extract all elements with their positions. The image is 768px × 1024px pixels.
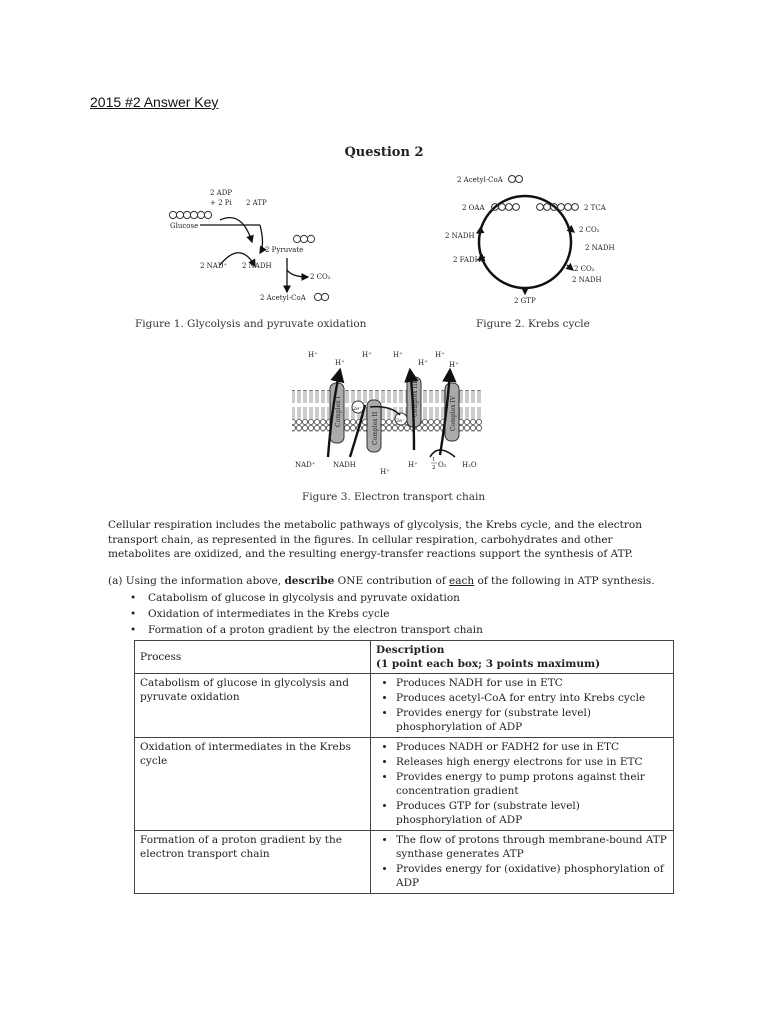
complex-iii-label: Complex III [412, 381, 419, 417]
o2-label: O₂ [438, 461, 447, 469]
list-item: • Provides energy for (oxidative) phosphorylation of ADP [396, 862, 668, 890]
h-plus-9: H⁺ [408, 461, 418, 469]
nadh-a-label: 2 NADH [585, 244, 615, 252]
table-row [135, 738, 674, 831]
glycolysis-diagram [160, 180, 380, 310]
glucose-label: Glucose [170, 222, 199, 230]
header-process: Process [135, 641, 371, 674]
h-plus-1: H⁺ [308, 351, 318, 359]
h-plus-5: H⁺ [418, 359, 428, 367]
row-description [371, 738, 674, 831]
list-item: • Produces NADH or FADH2 for use in ETC [396, 740, 668, 754]
part-a-pre: (a) Using the information above, [108, 575, 285, 587]
h-plus-8: H⁺ [380, 468, 390, 475]
co2-b-label: 2 CO₂ [574, 265, 595, 273]
list-item: • Releases high energy electrons for use in ETC [396, 755, 668, 769]
complex-iv-label: Complex IV [450, 395, 457, 431]
atp-label: 2 ATP [246, 199, 267, 207]
list-item: • The flow of protons through membrane-bound ATP synthase generates ATP [396, 833, 668, 861]
pyruvate-label: 2 Pyruvate [265, 246, 304, 254]
h-plus-4: H⁺ [393, 351, 403, 359]
h-plus-3: H⁺ [362, 351, 372, 359]
list-item: • Produces NADH for use in ETC [396, 676, 668, 690]
row-description [371, 674, 674, 738]
part-a-post: of the following in ATP synthesis. [474, 575, 655, 587]
row-description [371, 831, 674, 894]
header-description-points: (1 point each box; 3 points maximum) [376, 658, 601, 670]
bullet-catabolism: • Catabolism of glucose in glycolysis and pyruvate oxidation [148, 592, 460, 604]
figure3-caption: Figure 3. Electron transport chain [302, 491, 486, 503]
electron-label-2: 2e⁻ [396, 418, 405, 424]
h-plus-2: H⁺ [335, 359, 345, 367]
h-plus-6: H⁺ [435, 351, 445, 359]
bullet-gradient: • Formation of a proton gradient by the electron transport chain [148, 624, 483, 636]
header-description-title: Description [376, 644, 445, 656]
atp-arc [220, 218, 252, 242]
table-row [135, 831, 674, 894]
acetyl-coa-molecule [314, 293, 328, 300]
list-item: • Provides energy to pump protons against their concentration gradient [396, 770, 668, 798]
row-process: Formation of a proton gradient by the electron transport chain [135, 831, 371, 894]
answer-table [134, 640, 674, 894]
part-a-mid: ONE contribution of [334, 575, 450, 587]
etc-nad-label: NAD⁺ [295, 461, 316, 469]
nad-label: 2 NAD⁺ [200, 262, 228, 270]
gtp-label: 2 GTP [514, 297, 536, 305]
intro-paragraph: Cellular respiration includes the metabolic pathways of glycolysis, the Krebs cycle, and the electron transport chain, as represented in the figures. In cellular respiration, carbohydrates and other metabolites are oxidized, and the resulting energy-transfer reactions support the synthesis of ATP. [108, 519, 642, 560]
pyruvate-molecule [293, 235, 314, 242]
nadh-left-label: 2 NADH [445, 232, 475, 240]
table-header-row [135, 641, 674, 674]
question-heading: Question 2 [344, 145, 424, 160]
glucose-molecule [169, 211, 211, 218]
etc-nadh-label: NADH [333, 461, 356, 469]
adp-label: 2 ADP [210, 189, 233, 197]
header-description [371, 641, 674, 674]
bullet-krebs: • Oxidation of intermediates in the Krebs cycle [148, 608, 389, 620]
nadh-b-label: 2 NADH [572, 276, 602, 284]
h-plus-7: H⁺ [449, 361, 459, 369]
electron-label-1: 2e⁻ [353, 406, 362, 412]
h2o-label: H₂O [462, 461, 477, 469]
list-item: • Provides energy for (substrate level) phosphorylation of ADP [396, 706, 668, 734]
row-process: Oxidation of intermediates in the Krebs cycle [135, 738, 371, 831]
part-a-bold: describe [284, 575, 335, 587]
nadh-label: 2 NADH [242, 262, 272, 270]
o2-denominator: 2 [432, 465, 436, 471]
krebs-cycle-diagram [440, 170, 620, 310]
figure2-caption: Figure 2. Krebs cycle [476, 318, 590, 330]
krebs-acetyl-label: 2 Acetyl-CoA [457, 176, 503, 184]
table-row [135, 674, 674, 738]
tca-label: 2 TCA [584, 204, 606, 212]
pi-label: + 2 Pi [210, 199, 232, 207]
co2-label: 2 CO₂ [310, 273, 331, 281]
complex-ii-label: Complex II [372, 411, 379, 445]
part-a-underline: each [449, 575, 475, 587]
complex-i-label: Complex I [335, 396, 342, 427]
list-item: • Produces GTP for (substrate level) phosphorylation of ADP [396, 799, 668, 827]
figure1-caption: Figure 1. Glycolysis and pyruvate oxidation [135, 318, 367, 330]
o2-numerator: 1 [432, 457, 436, 463]
oaa-label: 2 OAA [462, 204, 485, 212]
list-item: • Produces acetyl-CoA for entry into Krebs cycle [396, 691, 668, 705]
row-process: Catabolism of glucose in glycolysis and pyruvate oxidation [135, 674, 371, 738]
page-title: 2015 #2 Answer Key [90, 94, 219, 110]
etc-diagram [290, 345, 485, 475]
acetyl-coa-label: 2 Acetyl-CoA [260, 294, 306, 302]
part-a-question [108, 575, 668, 587]
fadh2-label: 2 FADH₂ [453, 256, 484, 264]
co2-a-label: 2 CO₂ [579, 226, 600, 234]
